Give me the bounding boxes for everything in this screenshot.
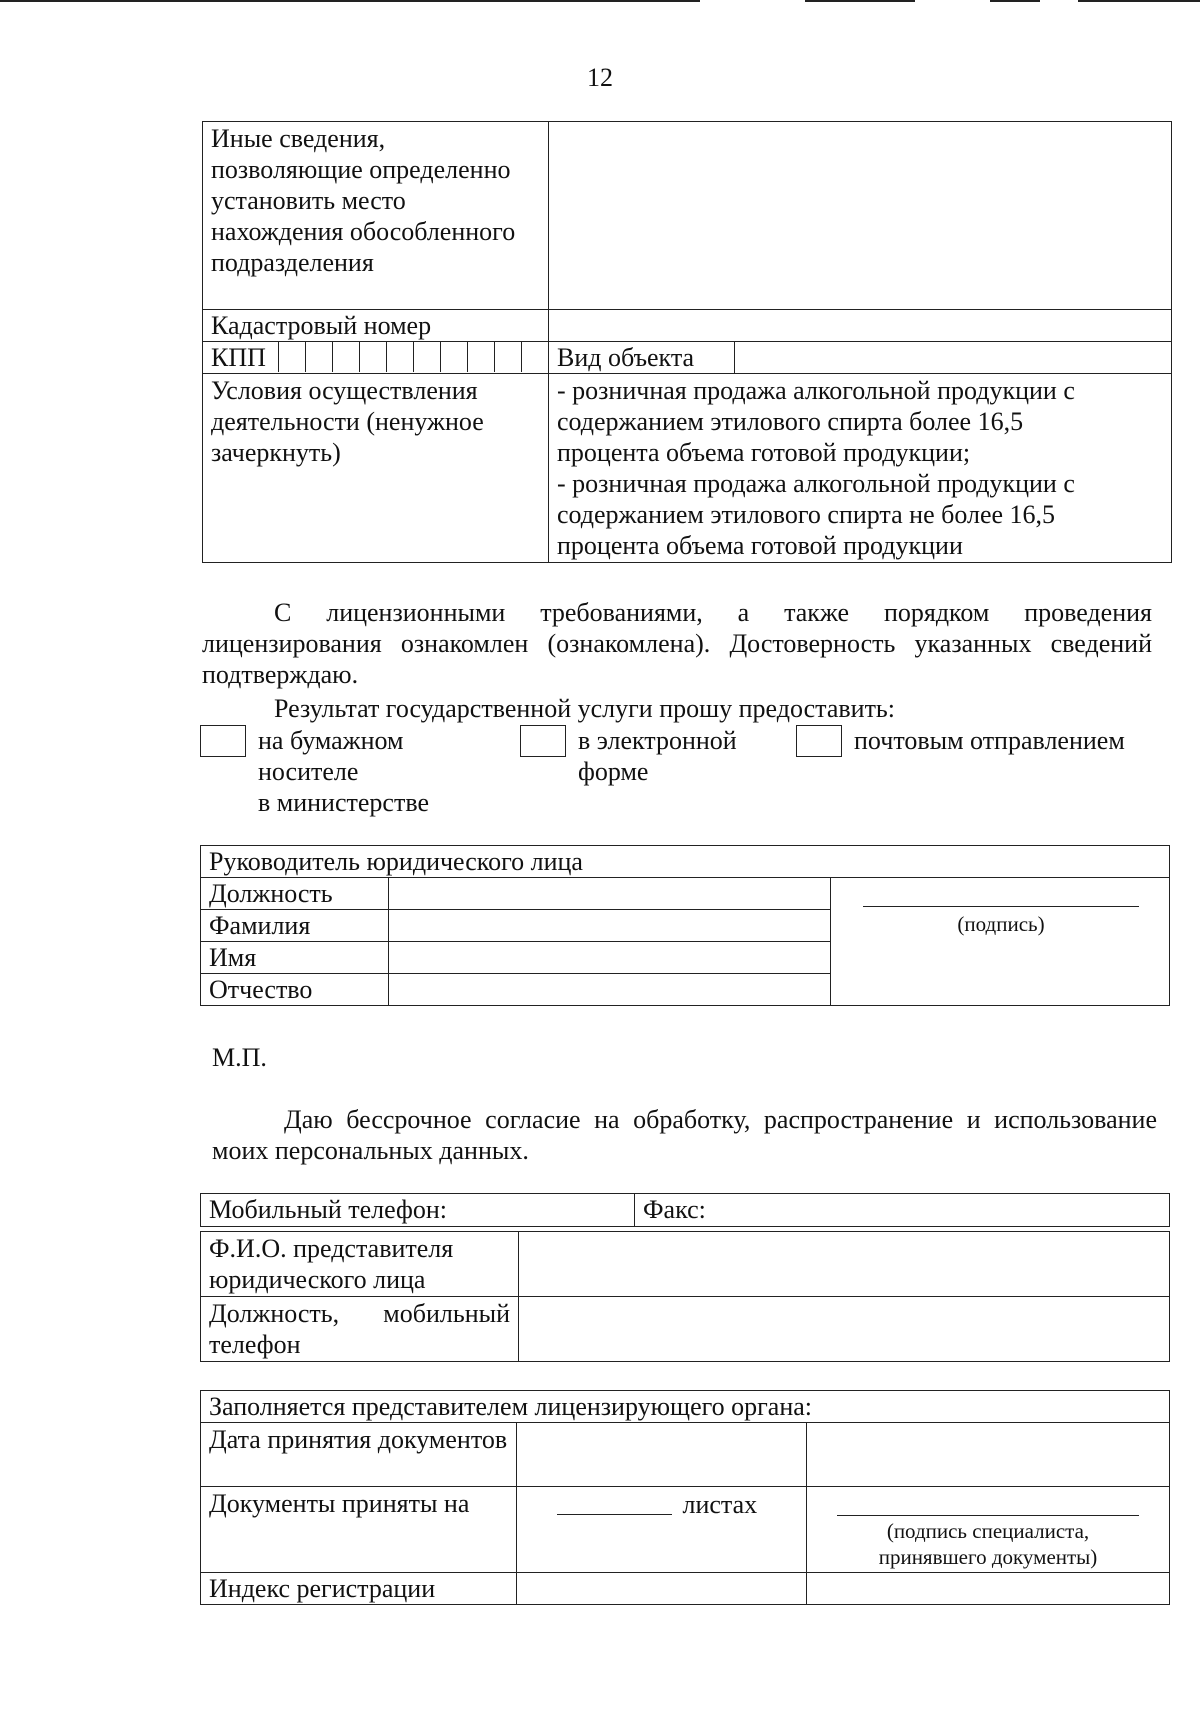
- result-prompt: Результат государственной услуги прошу предоставить:: [274, 694, 896, 723]
- kpp-digit-box[interactable]: [386, 342, 413, 372]
- acceptance-date-extra[interactable]: [807, 1423, 1170, 1487]
- electronic-option-line: в электронной: [578, 726, 737, 755]
- position-field[interactable]: [389, 878, 831, 910]
- page-number: 12: [587, 63, 613, 92]
- signature-line[interactable]: [863, 906, 1139, 907]
- kpp-digit-box[interactable]: [359, 342, 386, 372]
- name-label: Имя: [201, 942, 389, 974]
- rep-name-label: Ф.И.О. представителя юридического лица: [201, 1232, 519, 1297]
- registration-index-extra[interactable]: [807, 1573, 1170, 1605]
- acknowledgement-text: С лицензионными требованиями, а также порядком проведения лицензирования ознакомлен (ознакомлена). Достоверность указанных сведений подтверждаю.: [202, 598, 1152, 689]
- object-type-label: Вид объекта: [549, 342, 735, 374]
- contact-mobile-fax-table: [200, 1193, 1170, 1227]
- representative-table: [200, 1231, 1170, 1362]
- kpp-digit-boxes[interactable]: [278, 342, 548, 373]
- kpp-row: [203, 342, 549, 374]
- cadastral-field[interactable]: [549, 310, 1172, 342]
- condition-option-under-16-5[interactable]: - розничная продажа алкогольной продукции с содержанием этилового спирта не более 16,5 процента объема готовой продукции: [557, 469, 1075, 560]
- kpp-digit-box[interactable]: [305, 342, 332, 372]
- position-label: Должность: [201, 878, 389, 910]
- fax-cell[interactable]: [635, 1194, 1170, 1227]
- rep-position-field[interactable]: [519, 1297, 1170, 1362]
- sheets-word: листах: [682, 1490, 758, 1519]
- rep-name-field[interactable]: [519, 1232, 1170, 1297]
- paper-option-line: в министерстве: [258, 788, 429, 817]
- electronic-option-checkbox[interactable]: [520, 725, 566, 757]
- paper-option-line: носителе: [258, 757, 359, 786]
- paper-option-label: [258, 725, 498, 818]
- specialist-signature-cell: [807, 1487, 1170, 1573]
- specialist-caption: (подпись специалиста, принявшего документы): [878, 1519, 1098, 1569]
- signature-cell: [831, 878, 1170, 1006]
- electronic-option-line: форме: [578, 757, 649, 786]
- mail-option-checkbox[interactable]: [796, 725, 842, 757]
- kpp-digit-box[interactable]: [332, 342, 359, 372]
- mail-option-label: почтовым отправлением: [854, 726, 1125, 755]
- paper-option-checkbox[interactable]: [200, 725, 246, 757]
- scan-top-rule: [990, 0, 1040, 2]
- surname-label: Фамилия: [201, 910, 389, 942]
- authority-table-title: Заполняется представителем лицензирующего органа:: [201, 1391, 1170, 1423]
- mobile-phone-label: Мобильный телефон:: [209, 1195, 447, 1224]
- fax-label: Факс:: [643, 1195, 706, 1224]
- electronic-option-label: [578, 725, 798, 787]
- cadastral-label: Кадастровый номер: [203, 310, 549, 342]
- signature-caption: (подпись): [957, 912, 1045, 936]
- kpp-digit-box[interactable]: [278, 342, 305, 372]
- consent-text: Даю бессрочное согласие на обработку, распространение и использование моих персональных данных.: [212, 1105, 1157, 1165]
- other-info-label: Иные сведения, позволяющие определенно установить место нахождения обособленного подразделения: [203, 122, 549, 310]
- scan-top-rule: [805, 0, 915, 2]
- docs-accepted-label: Документы приняты на: [201, 1487, 517, 1573]
- delivery-options: [200, 725, 1160, 825]
- patronymic-label: Отчество: [201, 974, 389, 1006]
- sheets-count-field[interactable]: [557, 1489, 672, 1515]
- kpp-digit-box[interactable]: [413, 342, 440, 372]
- object-type-field[interactable]: [735, 342, 1172, 374]
- conditions-label: Условия осуществления деятельности (ненужное зачеркнуть): [203, 374, 549, 563]
- location-table: [202, 121, 1172, 563]
- registration-index-field[interactable]: [517, 1573, 807, 1605]
- registration-index-label: Индекс регистрации: [201, 1573, 517, 1605]
- head-table: [200, 845, 1170, 1006]
- conditions-options: [549, 374, 1172, 563]
- head-table-title: Руководитель юридического лица: [201, 846, 1170, 878]
- condition-option-over-16-5[interactable]: - розничная продажа алкогольной продукции с содержанием этилового спирта более 16,5 процента объема готовой продукции;: [557, 376, 1075, 467]
- specialist-signature-line[interactable]: [837, 1515, 1139, 1516]
- other-info-field[interactable]: [549, 122, 1172, 310]
- paper-option-line: на бумажном: [258, 726, 404, 755]
- kpp-digit-box[interactable]: [521, 342, 548, 372]
- authority-table: [200, 1390, 1170, 1605]
- acceptance-date-label: Дата принятия документов: [201, 1423, 517, 1487]
- kpp-digit-box[interactable]: [467, 342, 494, 372]
- surname-field[interactable]: [389, 910, 831, 942]
- kpp-digit-box[interactable]: [494, 342, 521, 372]
- sheets-cell: [517, 1487, 807, 1573]
- kpp-label: КПП: [211, 343, 266, 372]
- name-field[interactable]: [389, 942, 831, 974]
- mobile-phone-cell[interactable]: [201, 1194, 635, 1227]
- kpp-digit-box[interactable]: [440, 342, 467, 372]
- scan-top-rule: [0, 0, 700, 2]
- scan-top-rule: [1078, 0, 1200, 2]
- rep-position-label: Должность, мобильный телефон: [201, 1297, 519, 1362]
- patronymic-field[interactable]: [389, 974, 831, 1006]
- acceptance-date-field[interactable]: [517, 1423, 807, 1487]
- stamp-placeholder: М.П.: [212, 1043, 267, 1072]
